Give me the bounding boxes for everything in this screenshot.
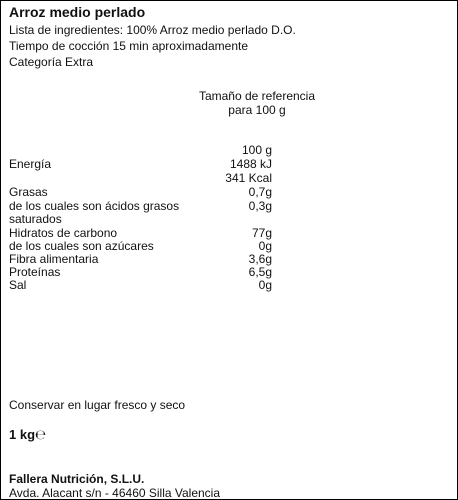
cooking-time: Tiempo de cocción 15 min aproximadamente: [9, 39, 249, 53]
nutrient-label: Hidratos de carbono: [9, 226, 118, 240]
nutrient-value: 77g: [251, 226, 272, 240]
nutrient-value: 0,7g: [248, 185, 272, 199]
storage-instructions: Conservar en lugar fresco y seco: [9, 398, 186, 412]
nutrient-value: 3,6g: [248, 252, 272, 266]
category: Categoría Extra: [9, 55, 94, 69]
nutrient-value: 6,5g: [248, 265, 272, 279]
nutrient-label: saturados: [9, 212, 62, 226]
nutrient-value: 341 Kcal: [225, 171, 272, 185]
nutrient-value: 0g: [258, 278, 272, 292]
net-weight: [9, 428, 46, 443]
nutrient-value: 0g: [258, 239, 272, 253]
nutrient-label: Fibra alimentaria: [9, 252, 99, 266]
company-address: Avda. Alacant s/n - 46460 Silla Valencia: [9, 486, 221, 500]
nutrient-label: de los cuales son azúcares: [9, 239, 154, 253]
ingredients-list: Lista de ingredientes: 100% Arroz medio perlado D.O.: [9, 23, 296, 37]
nutrient-label: Sal: [9, 278, 27, 292]
reference-size-line2: para 100 g: [228, 103, 286, 117]
nutrition-column-header: 100 g: [241, 143, 272, 157]
product-title: Arroz medio perlado: [9, 4, 146, 20]
net-weight-value: 1 kg: [9, 427, 36, 442]
company-name: Fallera Nutrición, S.L.U.: [9, 472, 145, 486]
nutrient-label: Proteínas: [9, 265, 61, 279]
nutrient-label: Energía: [9, 157, 52, 171]
nutrient-value: 1488 kJ: [229, 157, 272, 171]
estimated-sign-icon: ℮: [35, 428, 47, 443]
nutrient-label: Grasas: [9, 185, 48, 199]
nutrient-value: 0,3g: [248, 199, 272, 213]
nutrient-label: de los cuales son ácidos grasos: [9, 199, 180, 213]
reference-size-line1: Tamaño de referencia: [198, 89, 316, 103]
